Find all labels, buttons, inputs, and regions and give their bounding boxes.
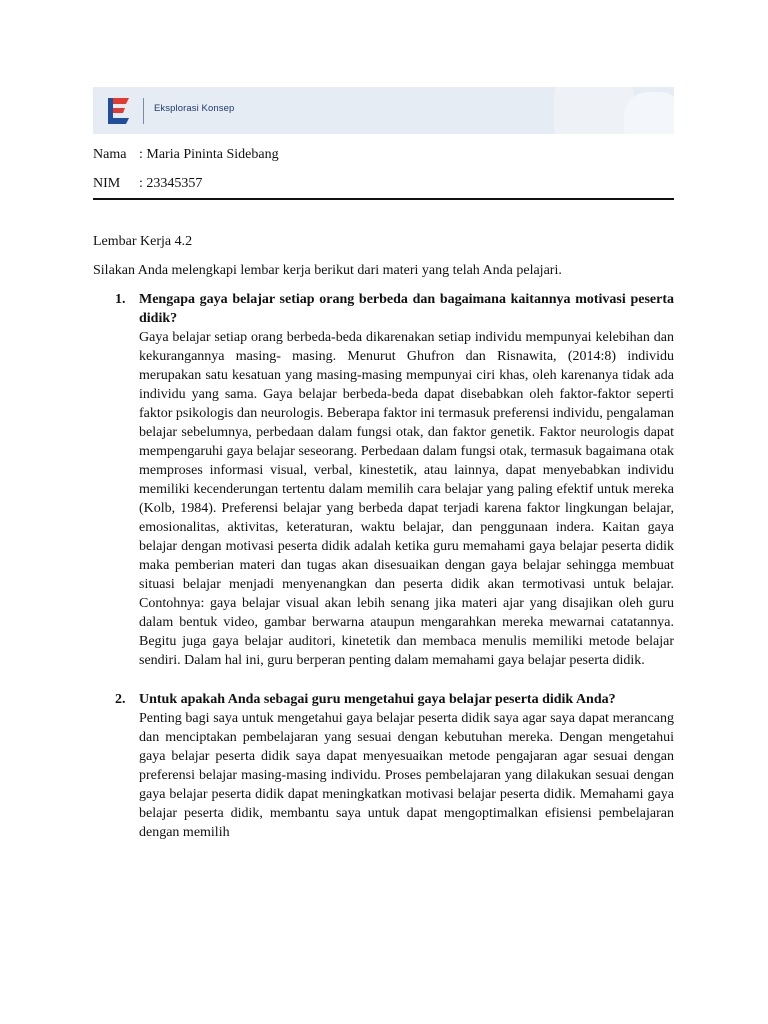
nim-label: NIM <box>93 176 121 191</box>
worksheet-title: Lembar Kerja 4.2 <box>93 234 193 249</box>
student-nim-row <box>93 176 202 192</box>
banner-decoration <box>554 87 634 134</box>
question-item <box>93 290 674 670</box>
question-number: 1. <box>115 292 126 307</box>
name-label: Nama <box>93 147 127 162</box>
banner-title: Eksplorasi Konsep <box>154 103 235 114</box>
student-name-row <box>93 147 279 163</box>
banner-divider <box>143 98 144 124</box>
question-text: Untuk apakah Anda sebagai guru mengetahui gaya belajar peserta didik Anda? <box>139 692 616 707</box>
banner-decoration <box>624 92 674 134</box>
question-list <box>93 290 674 842</box>
header-divider <box>93 198 674 200</box>
question-text: Mengapa gaya belajar setiap orang berbeda dan bagaimana kaitannya motivasi peserta didik? <box>139 292 674 326</box>
nim-value: : 23345357 <box>139 176 203 191</box>
worksheet-instruction: Silakan Anda melengkapi lembar kerja berikut dari materi yang telah Anda pelajari. <box>93 263 562 278</box>
answer-text: Gaya belajar setiap orang berbeda-beda dikarenakan setiap individu mempunyai kelebihan dan kekurangannya masing- masing. Menurut Ghufron dan Risnawita, (2014:8) individu merupakan satu kesatuan yang masing-masing mempunyai ciri khas, oleh karenanya tidak ada individu yang sama. Gaya belajar berbeda-beda dapat disebabkan oleh faktor-faktor seperti faktor psikologis dan neurologis. Beberapa faktor ini termasuk preferensi individu, pengalaman belajar sebelumnya, perbedaan dalam fungsi otak, dan faktor genetik. Faktor neurologis dapat mempengaruhi gaya belajar seseorang. Perbedaan dalam fungsi otak, termasuk bagaimana otak memproses informasi visual, verbal, kinestetik, atau lainnya, dapat menyebabkan individu memiliki kecenderungan tertentu dalam memilih cara belajar yang paling efektif untuk mereka (Kolb, 1984). Preferensi belajar yang berbeda dapat terjadi karena faktor lingkungan belajar, emosionalitas, aktivitas, keteraturan, waktu belajar, dan penggunaan indera. Kaitan gaya belajar dengan motivasi peserta didik adalah ketika guru memahami gaya belajar peserta didik maka pemberian materi dan tugas akan disesuaikan dengan gaya belajar sehingga membuat situasi belajar menjadi menyenangkan dan peserta didik akan termotivasi untuk belajar. Contohnya: gaya belajar visual akan lebih senang jika materi ajar yang disajikan oleh guru dalam bentuk video, gambar berwarna ataupun mengarahkan mereka mewarnai catatannya. Begitu juga gaya belajar auditori, kinetetik dan membaca menulis memiliki metode belajar sendiri. Dalam hal ini, guru berperan penting dalam memahami gaya belajar peserta didik. <box>139 330 674 668</box>
question-item <box>93 690 674 842</box>
name-value: : Maria Pininta Sidebang <box>139 147 279 162</box>
question-number: 2. <box>115 692 126 707</box>
header-banner <box>93 87 674 134</box>
eksplorasi-logo-icon <box>107 96 131 126</box>
answer-text: Penting bagi saya untuk mengetahui gaya belajar peserta didik saya agar saya dapat merancang dan menciptakan pembelajaran yang sesuai dengan kebutuhan mereka. Dengan mengetahui gaya belajar peserta didik saya dapat menyesuaikan metode pengajaran agar sesuai dengan preferensi belajar masing-masing individu. Proses pembelajaran yang dilakukan sesuai dengan gaya belajar peserta didik dapat meningkatkan motivasi belajar peserta didik. Memahami gaya belajar peserta didik, membantu saya untuk dapat mengoptimalkan efisiensi pembelajaran dengan memilih <box>139 711 674 840</box>
